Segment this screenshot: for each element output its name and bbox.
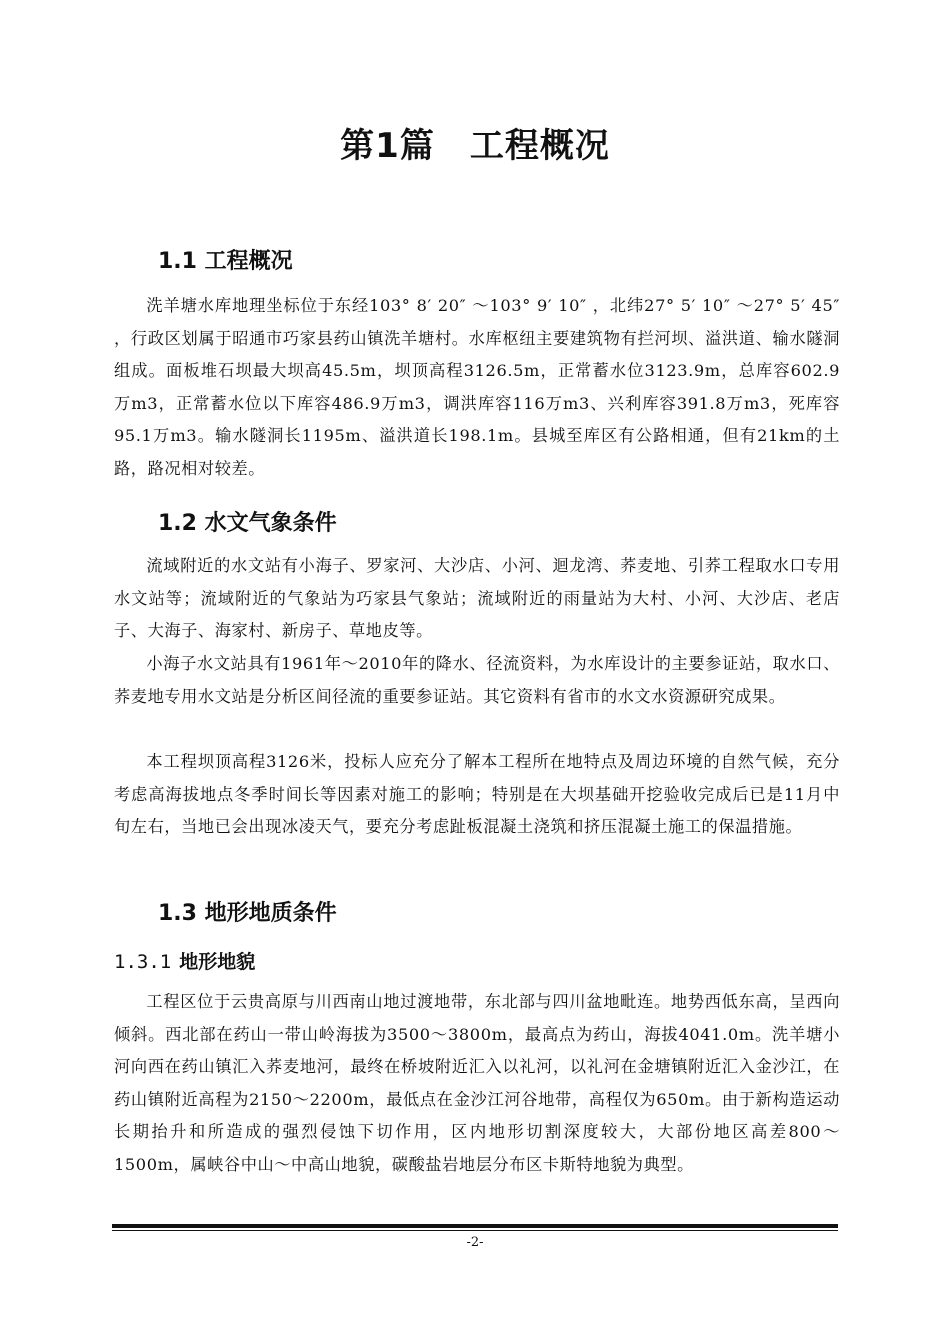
page-number: -2- <box>466 1235 484 1250</box>
page-title: 第1篇 工程概况 <box>340 126 610 166</box>
paragraph: 工程区位于云贵高原与川西南山地过渡地带，东北部与四川盆地毗连。地势西低东高，呈西向倾斜。西北部在药山一带山岭海拔为3500～3800m，最高点为药山，海拔4041.0m。洗羊塘小河向西在药山镇汇入荞麦地河，最终在桥坡附近汇入以礼河，以礼河在金塘镇附近汇入金沙江，在药山镇附近高程为2150～2200m，最低点在金沙江河谷地带，高程仅为650m。由于新构造运动长期抬升和所造成的强烈侵蚀下切作用，区内地形切割深度较大，大部份地区高差800～1500m，属峡谷中山～中高山地貌，碳酸盐岩地层分布区卡斯特地貌为典型。 <box>114 992 840 1174</box>
subsection-title: 地形地貌 <box>179 951 256 973</box>
section-heading-1-3: 1.3 地形地质条件 <box>158 901 337 926</box>
paragraph: 流域附近的水文站有小海子、罗家河、大沙店、小河、迴龙湾、荞麦地、引荞工程取水口专用水文站等；流域附近的气象站为巧家县气象站；流域附近的雨量站为大村、小河、大沙店、老店子、大海子、海家村、新房子、草地皮等。 <box>114 556 840 641</box>
footer-rule <box>112 1224 838 1228</box>
section-heading-1-1: 1.1 工程概况 <box>158 249 293 274</box>
footer-rule-thin <box>112 1230 838 1231</box>
paragraph: 洗羊塘水库地理坐标位于东经103° 8′ 20″ ～103° 9′ 10″ ，北纬27° 5′ 10″ ～27° 5′ 45″ ，行政区划属于昭通市巧家县药山镇洗羊塘村。水库枢纽主要建筑物有拦河坝、溢洪道、输水隧洞组成。面板堆石坝最大坝高45.5m，坝顶高程3126.5m，正常蓄水位3123.9m，总库容602.9万m3，正常蓄水位以下库容486.9万m3，调洪库容116万m3、兴利库容391.8万m3，死库容95.1万m3。输水隧洞长1195m、溢洪道长198.1m。县城至库区有公路相通，但有21km的土路，路况相对较差。 <box>114 296 840 478</box>
paragraph: 小海子水文站具有1961年～2010年的降水、径流资料，为水库设计的主要参证站，取水口、荞麦地专用水文站是分析区间径流的重要参证站。其它资料有省市的水文水资源研究成果。 <box>114 654 840 706</box>
paragraph: 本工程坝顶高程3126米，投标人应充分了解本工程所在地特点及周边环境的自然气候，充分考虑高海拔地点冬季时间长等因素对施工的影响；特别是在大坝基础开挖验收完成后已是11月中旬左右，当地已会出现冰凌天气，要充分考虑趾板混凝土浇筑和挤压混凝土施工的保温措施。 <box>114 752 840 837</box>
subsection-heading-1-3-1 <box>114 947 255 974</box>
section-heading-1-2: 1.2 水文气象条件 <box>158 511 337 536</box>
subsection-number: 1.3.1 <box>114 951 172 973</box>
